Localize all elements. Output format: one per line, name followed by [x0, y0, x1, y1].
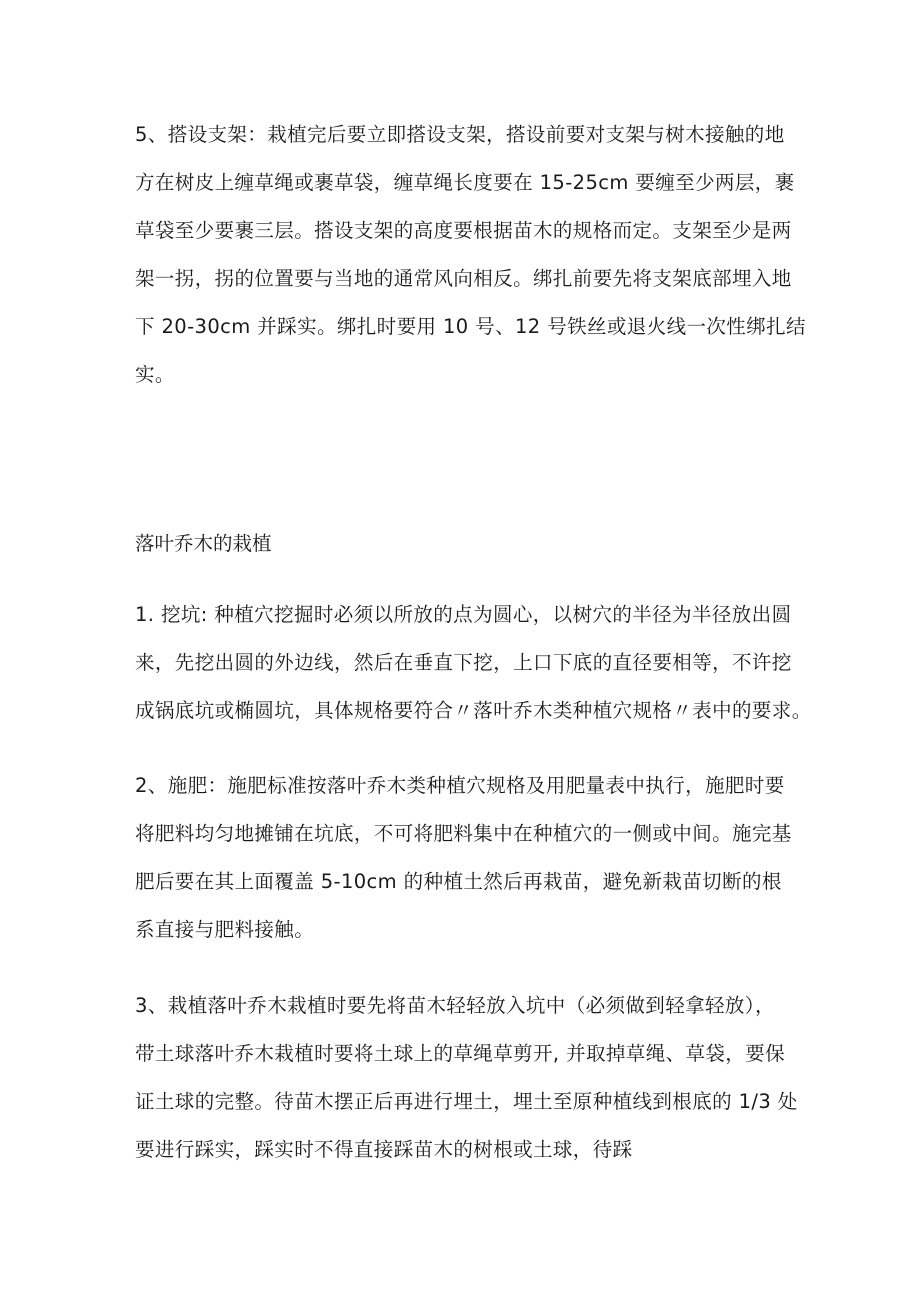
paragraph-support-frame [135, 111, 806, 399]
text-line: 3、栽植落叶乔木栽植时要先将苗木轻轻放入坑中（必须做到轻拿轻放）， [135, 994, 775, 1017]
text-line: 实。 [135, 363, 175, 386]
text-line: 方在树皮上缠草绳或裹草袋，缠草绳长度要在 15-25cm 要缠至少两层，裹 [135, 171, 795, 194]
text-line: 架一拐，拐的位置要与当地的通常风向相反。绑扎前要先将支架底部埋入地 [135, 267, 792, 290]
text-line: 5、搭设支架：栽植完后要立即搭设支架，搭设前要对支架与树木接触的地 [135, 123, 785, 146]
paragraph-planting [135, 982, 798, 1174]
paragraph-fertilizing [135, 762, 792, 954]
text-line: 带土球落叶乔木栽植时要将土球上的草绳草剪开, 并取掉草绳、草袋，要保 [135, 1042, 785, 1065]
text-line: 1. 挖坑: 种植穴挖掘时必须以所放的点为圆心，以树穴的半径为半径放出圆 [135, 603, 792, 626]
paragraph-digging [135, 591, 812, 735]
text-line: 证土球的完整。待苗木摆正后再进行埋土，埋土至原种植线到根底的 1/3 处 [135, 1090, 798, 1113]
section-heading: 落叶乔木的栽植 [135, 532, 272, 555]
text-line: 成锅底坑或椭圆坑，具体规格要符合〃落叶乔木类种植穴规格〃表中的要求。 [135, 699, 812, 722]
text-line: 2、施肥：施肥标准按落叶乔木类种植穴规格及用肥量表中执行，施肥时要 [135, 774, 785, 797]
text-line: 系直接与肥料接触。 [135, 918, 315, 941]
text-line: 要进行踩实，踩实时不得直接踩苗木的树根或土球，待踩 [135, 1138, 633, 1161]
text-line: 来，先挖出圆的外边线，然后在垂直下挖，上口下底的直径要相等，不许挖 [135, 651, 792, 674]
text-line: 肥后要在其上面覆盖 5-10cm 的种植土然后再栽苗，避免新栽苗切断的根 [135, 870, 782, 893]
text-line: 将肥料均匀地摊铺在坑底，不可将肥料集中在种植穴的一侧或中间。施完基 [135, 822, 792, 845]
text-line: 下 20-30cm 并踩实。绑扎时要用 10 号、12 号铁丝或退火线一次性绑扎结 [135, 315, 806, 338]
text-line: 草袋至少要裹三层。搭设支架的高度要根据苗木的规格而定。支架至少是两 [135, 219, 792, 242]
